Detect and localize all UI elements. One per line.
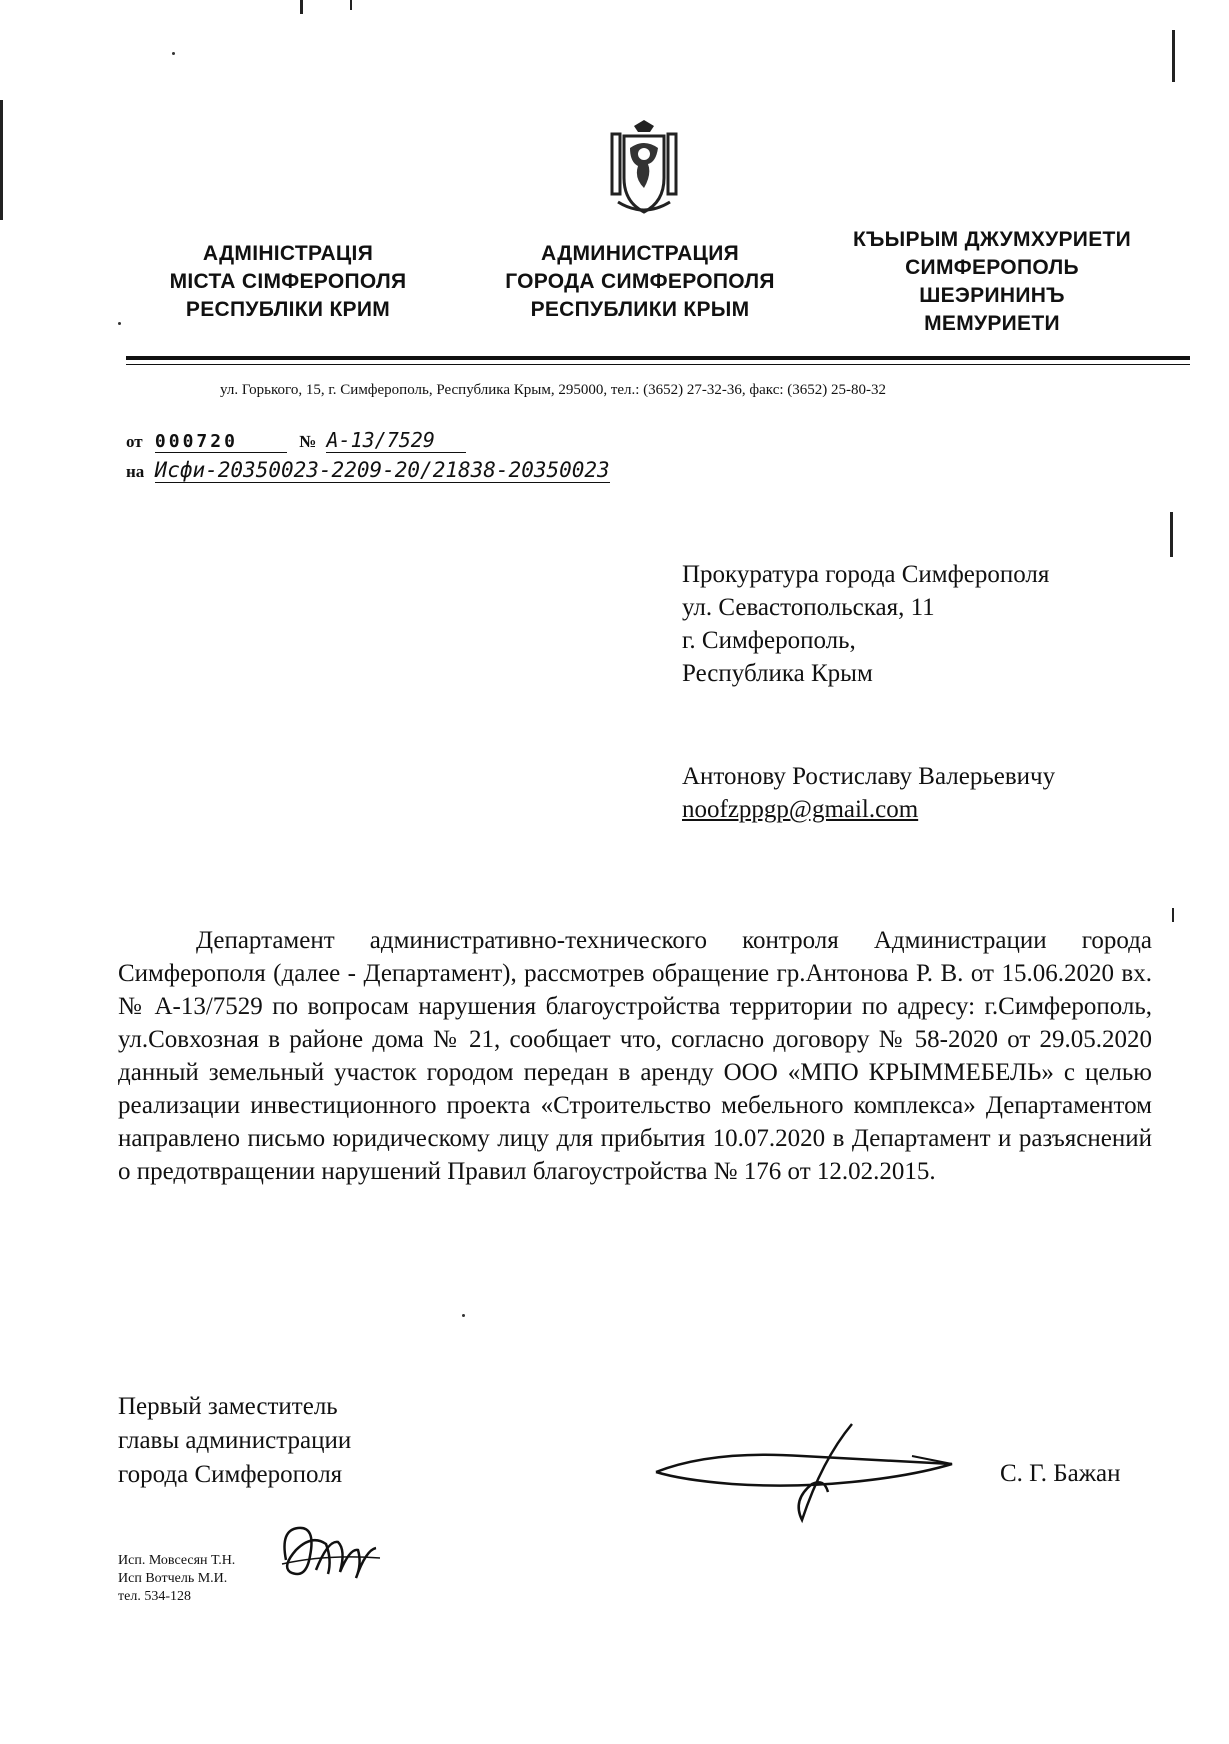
executor-line: тел. 534-128 [118, 1589, 191, 1604]
crimea-coat-of-arms-emblem [604, 118, 684, 218]
header-line: КЪЫРЫМ ДЖУМХУРИЕТИ [852, 228, 1132, 251]
scan-mark [1170, 512, 1173, 557]
executor-signature [276, 1520, 386, 1590]
header-line: РЕСПУБЛИКИ КРЫМ [530, 298, 750, 321]
recipient-line: г. Симферополь, [682, 627, 856, 654]
reference-to-line [126, 458, 610, 483]
recipient-line: ул. Севастопольская, 11 [682, 594, 935, 621]
addressee-block [682, 760, 1055, 826]
letter-body: Департамент административно-технического контроля Администрации города Симферополя (далее - Департамент), рассмотрев обращение гр.Антонова Р. В. от 15.06.2020 вх. № А-13/7529 по вопросам нарушения благоустройства территории по адресу: г.Симферополь, ул.Совхозная в районе дома № 21, сообщает что, согласно договору № 58-2020 от 29.05.2020 данный земельный участок городом передан в аренду ООО «МПО КРЫММЕБЕЛЬ» с целью реализации инвестиционного проекта «Строительство мебельного комплекса» Департаментом направлено письмо юридическому лицу для прибытия 10.07.2020 в Департамент и разъяснений о предотвращении нарушений Правил благоустройства № 176 от 12.02.2015. [118, 927, 1152, 1185]
signer-position-line: Первый заместитель [118, 1393, 338, 1420]
scan-speck [462, 1314, 465, 1317]
header-divider-thin [126, 364, 1190, 365]
scan-speck [118, 322, 121, 325]
header-divider [126, 356, 1190, 360]
header-line: РЕСПУБЛІКИ КРИМ [185, 298, 391, 321]
header-line: МЕМУРИЕТИ [924, 312, 1060, 335]
header-ukrainian [138, 240, 438, 324]
signer-position [118, 1390, 351, 1492]
to-label: на [126, 462, 145, 481]
header-line: АДМІНІСТРАЦІЯ [202, 242, 374, 265]
scan-speck [172, 52, 175, 55]
recipient-block [682, 558, 1049, 690]
scan-mark [350, 0, 352, 10]
addressee-email-link[interactable]: noofzppgp@gmail.com [682, 796, 919, 823]
header-line: ГОРОДА СИМФЕРОПОЛЯ [505, 270, 775, 293]
header-line: АДМИНИСТРАЦИЯ [541, 242, 739, 265]
number-label: № [299, 432, 317, 451]
executor-line: Исп Вотчель М.И. [118, 1571, 228, 1586]
organization-address: ул. Горького, 15, г. Симферополь, Республика Крым, 295000, тел.: (3652) 27-32-36, факс: (3652) 25-80-32 [220, 382, 887, 398]
signer-position-line: города Симферополя [118, 1461, 343, 1488]
header-crimean-tatar [832, 226, 1152, 338]
header-line: МІСТА СІМФЕРОПОЛЯ [169, 270, 407, 293]
executors-block [118, 1552, 235, 1606]
header-line: ШЕЭРИНИНЪ [919, 284, 1065, 307]
executor-line: Исп. Мовсесян Т.Н. [118, 1553, 236, 1568]
scan-mark [1172, 908, 1174, 922]
scan-mark [1172, 30, 1175, 82]
scan-mark [300, 0, 303, 14]
from-label: от [126, 432, 143, 451]
recipient-line: Республика Крым [682, 660, 873, 687]
addressee-name: Антонову Ростиславу Валерьевичу [682, 763, 1056, 790]
signer-name: С. Г. Бажан [1000, 1460, 1121, 1487]
handwritten-number: А-13/7529 [326, 428, 466, 453]
signer-position-line: главы администрации [118, 1427, 352, 1454]
handwritten-signature [652, 1420, 962, 1530]
header-russian [480, 240, 800, 324]
date-stamp: 000720 [155, 431, 287, 453]
recipient-line: Прокуратура города Симферополя [682, 561, 1050, 588]
handwritten-response-number: Исфи-20350023-2209-20/21838-20350023 [154, 458, 610, 482]
header-line: СИМФЕРОПОЛЬ [905, 256, 1079, 279]
scan-mark [0, 100, 3, 220]
reference-from-line [126, 428, 466, 453]
